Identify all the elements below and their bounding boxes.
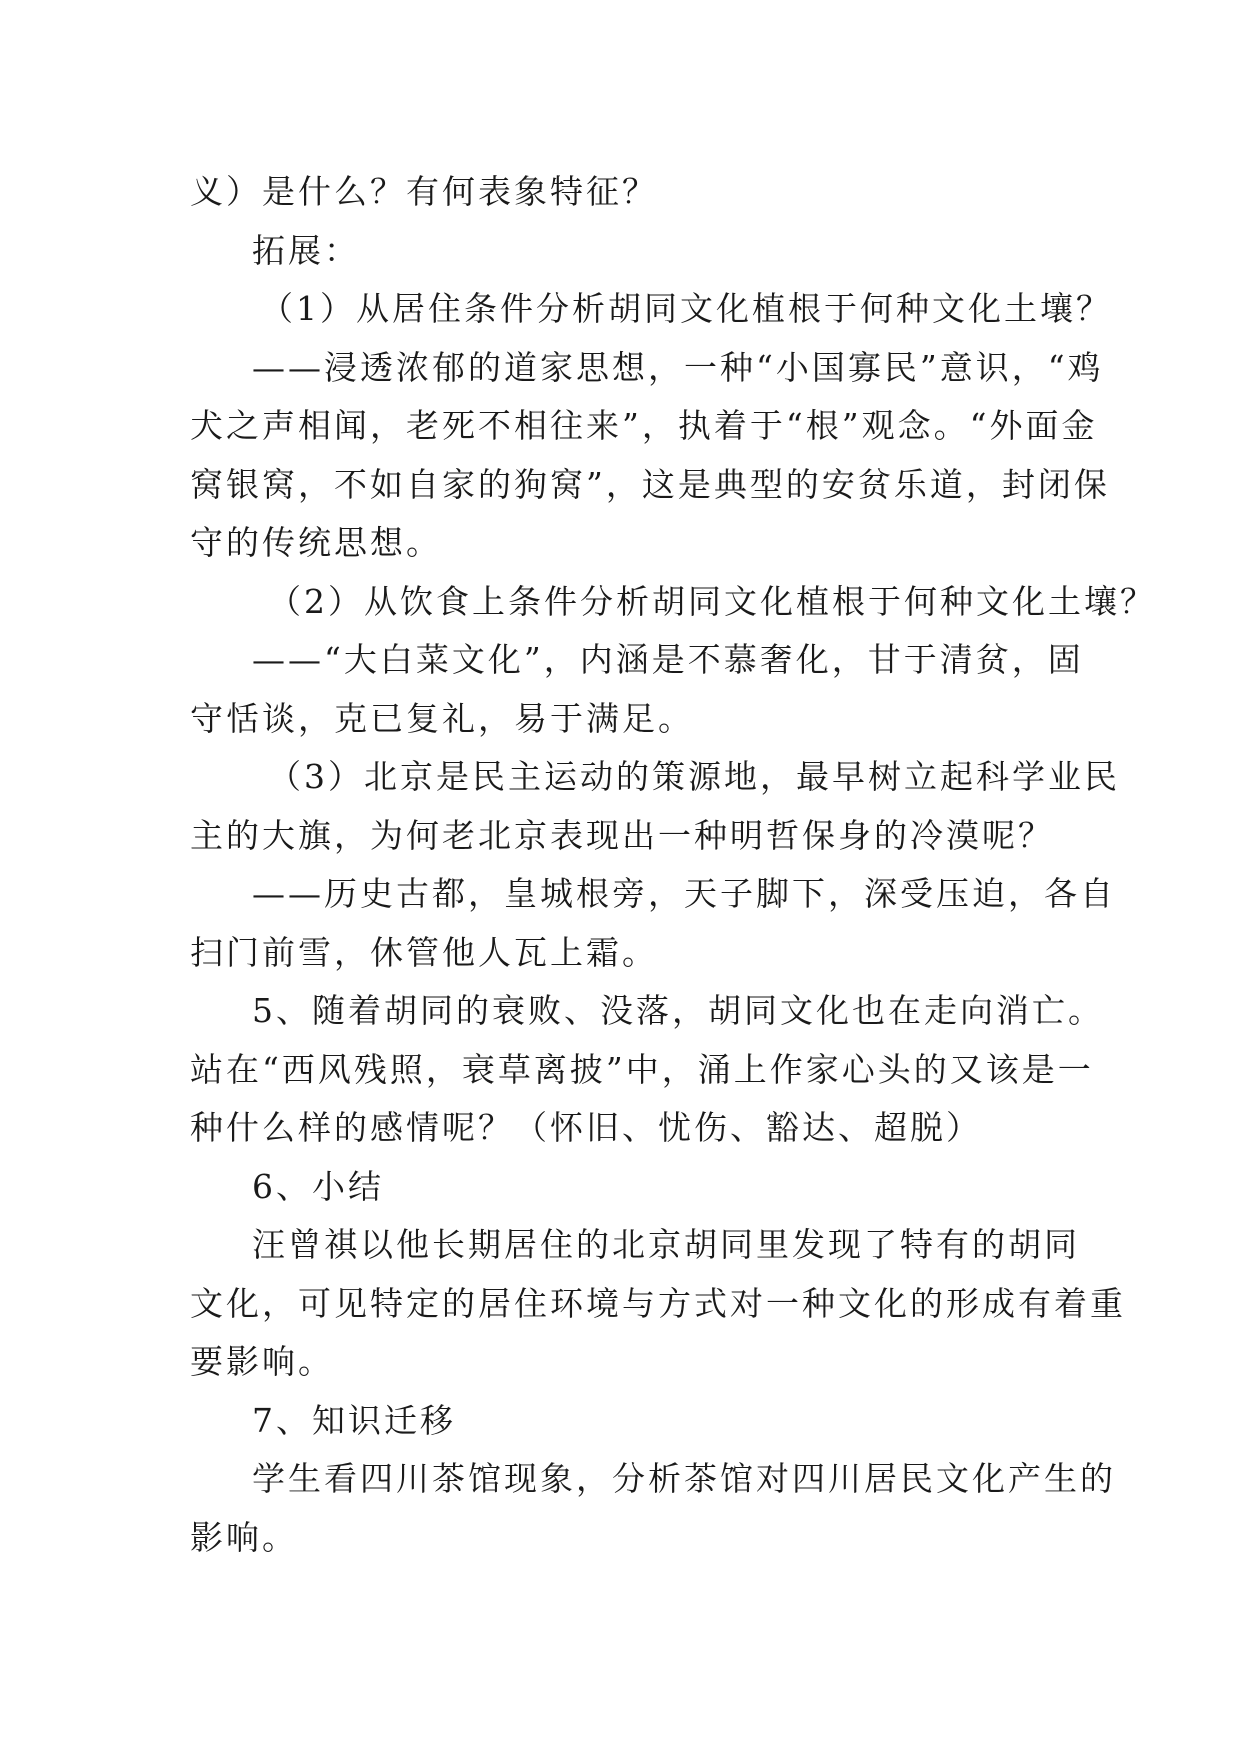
paragraph-line: ——历史古都，皇城根旁，天子脚下，深受压迫，各自 xyxy=(252,874,1116,913)
document-body xyxy=(190,163,1156,1567)
paragraph-line: 主的大旗，为何老北京表现出一种明哲保身的冷漠呢？ xyxy=(190,815,1054,855)
paragraph-line: ——“大白菜文化”，内涵是不慕奢化，甘于清贫，固 xyxy=(252,640,1084,679)
paragraph-line: 犬之声相闻，老死不相往来”，执着于“根”观念。“外面金 xyxy=(190,406,1098,445)
paragraph-line: （2）从饮食上条件分析胡同文化植根于何种文化土壤？ xyxy=(268,581,1156,621)
section-heading: 6、小结 xyxy=(252,1166,384,1206)
paragraph-line: 种什么样的感情呢？（怀旧、忧伤、豁达、超脱） xyxy=(190,1108,982,1147)
paragraph-line: （3）北京是民主运动的策源地，最早树立起科学业民 xyxy=(268,757,1120,796)
paragraph-line: 义）是什么？有何表象特征？ xyxy=(190,172,658,211)
section-heading: 7、知识迁移 xyxy=(252,1400,456,1440)
paragraph-line: 影响。 xyxy=(190,1517,298,1557)
paragraph-line: 扫门前雪，休管他人瓦上霜。 xyxy=(190,932,658,972)
paragraph-line: 拓展： xyxy=(252,230,360,270)
paragraph-line: 5、随着胡同的衰败、没落，胡同文化也在走向消亡。 xyxy=(252,991,1104,1030)
paragraph-line: 站在“西风残照，衰草离披”中，涌上作家心头的又该是一 xyxy=(190,1049,1094,1089)
paragraph-line: ——浸透浓郁的道家思想，一种“小国寡民”意识，“鸡 xyxy=(252,347,1104,387)
paragraph-line: 要影响。 xyxy=(190,1342,334,1381)
paragraph-line: 汪曾祺以他长期居住的北京胡同里发现了特有的胡同 xyxy=(252,1225,1080,1264)
paragraph-line: 窝银窝，不如自家的狗窝”，这是典型的安贫乐道，封闭保 xyxy=(190,464,1110,504)
paragraph-line: 学生看四川茶馆现象，分析茶馆对四川居民文化产生的 xyxy=(252,1459,1116,1498)
paragraph-line: 文化，可见特定的居住环境与方式对一种文化的形成有着重 xyxy=(190,1283,1126,1323)
paragraph-line: （1）从居住条件分析胡同文化植根于何种文化土壤？ xyxy=(260,289,1112,328)
paragraph-line: 守恬谈，克已复礼，易于满足。 xyxy=(190,698,694,738)
paragraph-line: 守的传统思想。 xyxy=(190,523,442,562)
